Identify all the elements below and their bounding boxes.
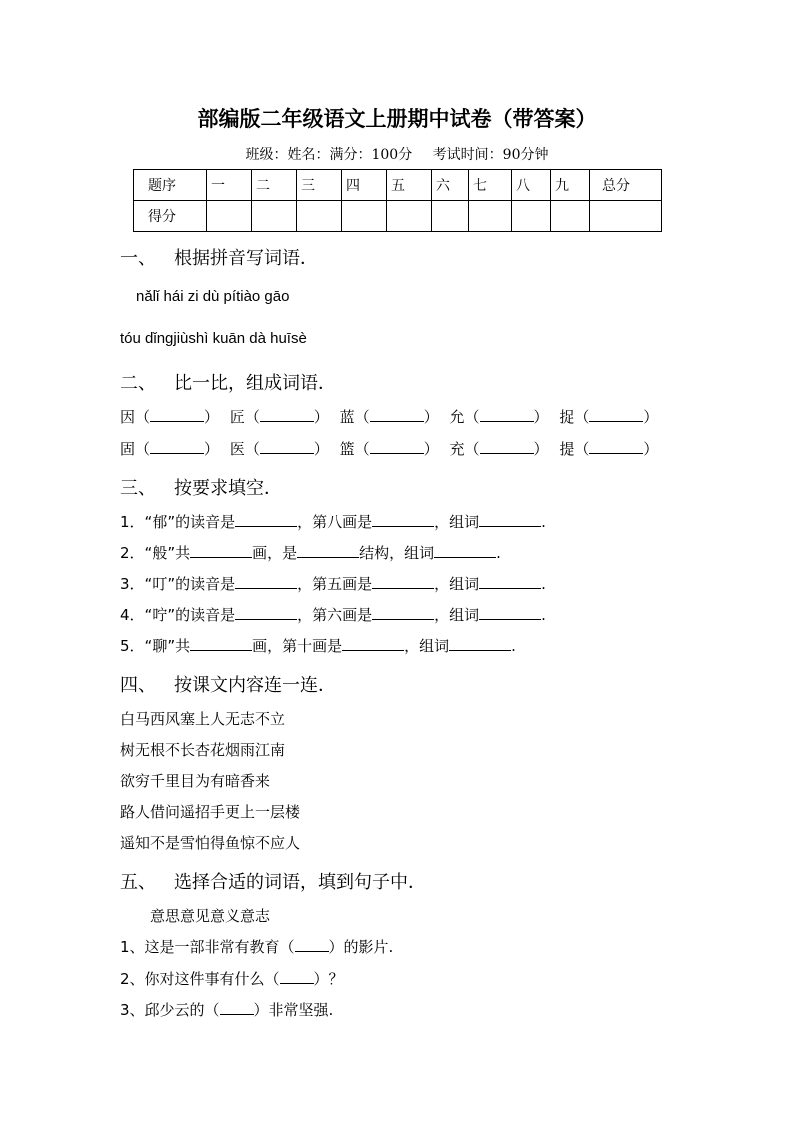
item-text: 画，是: [252, 544, 298, 562]
section-title: 按课文内容连一连．: [174, 675, 336, 696]
answer-blank[interactable]: [280, 969, 314, 984]
section-number: 五、: [120, 872, 156, 893]
paren: （: [464, 440, 480, 458]
score-cell[interactable]: [469, 201, 512, 232]
paren: （: [354, 440, 370, 458]
paren: （: [354, 408, 370, 426]
match-line: 树无根不长杏花烟雨江南: [120, 741, 286, 759]
item-text: ）的影片.: [328, 938, 394, 956]
item-text: ）？: [313, 970, 344, 988]
page-title: 部编版二年级语文上册期中试卷（带答案）: [197, 106, 597, 131]
exam-time-label: 考试时间：90分钟: [432, 147, 549, 163]
item-text: .: [541, 513, 546, 531]
item-text: 1、这是一部非常有教育（: [120, 938, 295, 956]
section-heading: [120, 671, 336, 697]
char: 篮: [339, 440, 355, 458]
char-blank-pair: [449, 438, 548, 459]
match-line: 路人借问遥招手更上一层楼: [120, 803, 301, 821]
char-blank-pair: [230, 406, 329, 427]
score-table-header-row: [134, 170, 662, 201]
char-blank-pair: [559, 406, 658, 427]
section-title: 按要求填空．: [174, 478, 282, 499]
header-cell: 三: [297, 170, 342, 201]
char-blank-pair: [340, 438, 439, 459]
paren: ）: [204, 440, 220, 458]
section-title: 比一比，组成词语．: [174, 373, 336, 394]
answer-blank[interactable]: [150, 407, 204, 422]
item-text: ，第五画是: [297, 575, 373, 593]
answer-blank[interactable]: [479, 512, 541, 527]
char: 因: [120, 408, 136, 426]
char-blank-pair: [559, 438, 658, 459]
answer-blank[interactable]: [150, 439, 204, 454]
section-heading: [120, 244, 318, 270]
item-text: ）非常坚强.: [253, 1001, 334, 1019]
sentence-item: [120, 968, 344, 989]
answer-blank[interactable]: [372, 605, 434, 620]
fill-item: [120, 542, 501, 563]
header-cell: 八: [512, 170, 551, 201]
item-text: 画，第十画是: [252, 637, 343, 655]
answer-blank[interactable]: [370, 439, 424, 454]
section-number: 三、: [120, 478, 156, 499]
item-number: 3．: [120, 575, 145, 593]
header-cell: 总分: [590, 170, 662, 201]
exam-info: [0, 144, 794, 164]
score-cell[interactable]: [342, 201, 387, 232]
compare-row: [120, 438, 664, 459]
paren: （: [574, 408, 590, 426]
paren: （: [244, 408, 260, 426]
section-title: 选择合适的词语，填到句子中．: [174, 872, 426, 893]
answer-blank[interactable]: [589, 407, 643, 422]
answer-blank[interactable]: [370, 407, 424, 422]
header-cell: 二: [252, 170, 297, 201]
match-line: 欲穷千里目为有暗香来: [120, 772, 271, 790]
paren: （: [574, 440, 590, 458]
section-title: 根据拼音写词语．: [174, 248, 318, 269]
answer-blank[interactable]: [434, 543, 496, 558]
answer-blank[interactable]: [449, 636, 511, 651]
fill-item: [120, 635, 516, 656]
score-cell[interactable]: [207, 201, 252, 232]
answer-blank[interactable]: [260, 439, 314, 454]
score-cell[interactable]: [252, 201, 297, 232]
item-text: .: [496, 544, 501, 562]
header-cell: 题序: [134, 170, 207, 201]
score-table-score-row: [134, 201, 662, 232]
char: 提: [559, 440, 575, 458]
paren: ）: [313, 440, 329, 458]
item-text: ，组词: [404, 637, 450, 655]
header-cell: 一: [207, 170, 252, 201]
paren: （: [244, 440, 260, 458]
char: 匠: [229, 408, 245, 426]
section-number: 一、: [120, 248, 156, 269]
sentence-item: [120, 936, 393, 957]
section-heading: [120, 868, 426, 894]
answer-blank[interactable]: [220, 1000, 254, 1015]
item-text: “聊”共: [144, 637, 191, 655]
paren: ）: [533, 408, 549, 426]
sentence-item: [120, 999, 333, 1020]
fill-item: [120, 604, 546, 625]
score-cell[interactable]: [387, 201, 432, 232]
paren: （: [135, 440, 151, 458]
score-cell[interactable]: [590, 201, 662, 232]
paren: ）: [423, 440, 439, 458]
item-text: .: [511, 637, 516, 655]
paren: ）: [423, 408, 439, 426]
header-cell: 九: [551, 170, 590, 201]
item-text: ，组词: [434, 513, 480, 531]
section-number: 二、: [120, 373, 156, 394]
class-name-score-label: 班级：姓名：满分：100分: [245, 147, 413, 163]
item-text: ，第八画是: [297, 513, 373, 531]
match-line: 白马西风塞上人无志不立: [120, 710, 286, 728]
char: 充: [449, 440, 465, 458]
char-blank-pair: [120, 406, 219, 427]
answer-blank[interactable]: [235, 574, 297, 589]
item-text: ，组词: [434, 575, 480, 593]
score-cell[interactable]: [297, 201, 342, 232]
paren: ）: [643, 440, 659, 458]
answer-blank[interactable]: [589, 439, 643, 454]
section-heading: [120, 369, 336, 395]
paren: ）: [533, 440, 549, 458]
header-cell: 四: [342, 170, 387, 201]
paren: （: [464, 408, 480, 426]
char: 固: [120, 440, 136, 458]
answer-blank[interactable]: [480, 407, 534, 422]
header-cell: 七: [469, 170, 512, 201]
item-text: “般”共: [144, 544, 191, 562]
pinyin-line: tóu dǐngjiùshì kuān dà huīsè: [120, 330, 307, 347]
answer-blank[interactable]: [190, 543, 252, 558]
paren: ）: [204, 408, 220, 426]
pinyin-line: nǎlǐ hái zi dù pítiào gāo: [136, 288, 290, 305]
word-bank: 意思意见意义意志: [150, 907, 271, 925]
char-blank-pair: [449, 406, 548, 427]
fill-item: [120, 511, 546, 532]
char-blank-pair: [230, 438, 329, 459]
score-cell[interactable]: [512, 201, 551, 232]
compare-row: [120, 406, 664, 427]
header-cell: 五: [387, 170, 432, 201]
char: 蓝: [339, 408, 355, 426]
item-number: 4．: [120, 606, 145, 624]
paren: ）: [643, 408, 659, 426]
score-cell[interactable]: [551, 201, 590, 232]
score-table: [133, 169, 662, 232]
answer-blank[interactable]: [342, 636, 404, 651]
item-text: .: [541, 575, 546, 593]
item-text: 结构，组词: [359, 544, 435, 562]
char-blank-pair: [340, 406, 439, 427]
row-label-cell: 得分: [134, 201, 207, 232]
answer-blank[interactable]: [295, 937, 329, 952]
char: 允: [449, 408, 465, 426]
answer-blank[interactable]: [479, 605, 541, 620]
item-text: 3、邱少云的（: [120, 1001, 220, 1019]
score-cell[interactable]: [432, 201, 469, 232]
paren: ）: [313, 408, 329, 426]
header-cell: 六: [432, 170, 469, 201]
item-text: ，第六画是: [297, 606, 373, 624]
answer-blank[interactable]: [479, 574, 541, 589]
answer-blank[interactable]: [235, 512, 297, 527]
answer-blank[interactable]: [260, 407, 314, 422]
item-text: “咛”的读音是: [144, 606, 236, 624]
fill-item: [120, 573, 546, 594]
char: 医: [229, 440, 245, 458]
item-text: ，组词: [434, 606, 480, 624]
answer-blank[interactable]: [372, 512, 434, 527]
answer-blank[interactable]: [235, 605, 297, 620]
answer-blank[interactable]: [190, 636, 252, 651]
answer-blank[interactable]: [372, 574, 434, 589]
item-number: 5．: [120, 637, 145, 655]
match-line: 遥知不是雪怕得鱼惊不应人: [120, 834, 301, 852]
answer-blank[interactable]: [297, 543, 359, 558]
item-text: .: [541, 606, 546, 624]
answer-blank[interactable]: [480, 439, 534, 454]
item-text: “郁”的读音是: [144, 513, 236, 531]
item-text: 2、你对这件事有什么（: [120, 970, 280, 988]
item-number: 1．: [120, 513, 145, 531]
item-text: “叮”的读音是: [144, 575, 236, 593]
char: 捉: [559, 408, 575, 426]
paren: （: [135, 408, 151, 426]
section-heading: [120, 474, 282, 500]
item-number: 2．: [120, 544, 145, 562]
section-number: 四、: [120, 675, 156, 696]
char-blank-pair: [120, 438, 219, 459]
